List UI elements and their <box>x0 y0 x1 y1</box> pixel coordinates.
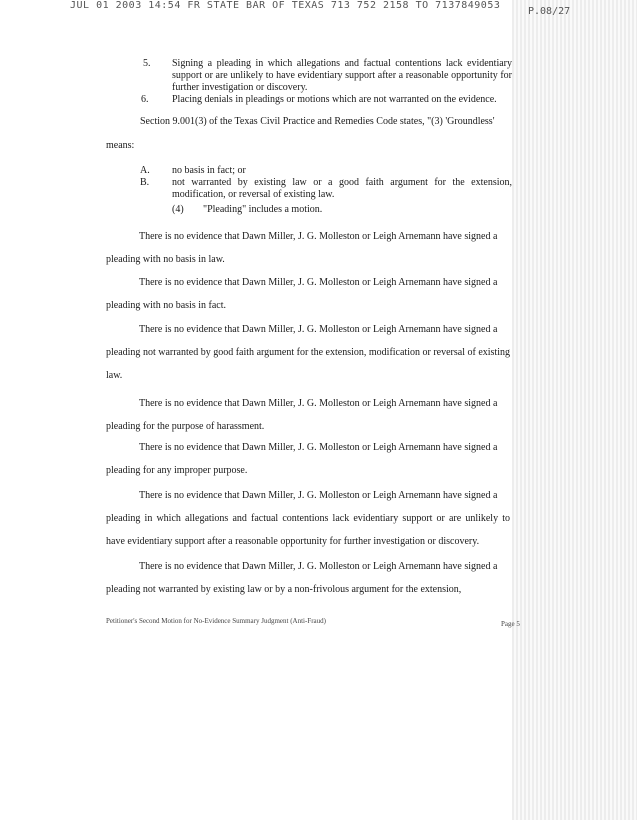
list-item-6: Placing denials in pleadings or motions which are not warranted on the evidence. <box>172 94 497 105</box>
paragraph-1-first-line: There is no evidence that Dawn Miller, J. G. Molleston or Leigh Arnemann have signed a <box>139 231 498 242</box>
paragraph-7-first-line: There is no evidence that Dawn Miller, J. G. Molleston or Leigh Arnemann have signed a <box>139 561 498 572</box>
paragraph-2-first-line: There is no evidence that Dawn Miller, J. G. Molleston or Leigh Arnemann have signed a <box>139 277 498 288</box>
paragraph-5 <box>106 436 510 482</box>
paragraph-5-text: pleading for any improper purpose. <box>106 465 248 476</box>
fax-header-line: JUL 01 2003 14:54 FR STATE BAR OF TEXAS 713 752 2158 TO 7137849053 <box>70 0 500 11</box>
section-intro: Section 9.001(3) of the Texas Civil Practice and Remedies Code states, "(3) 'Groundless' <box>140 116 495 127</box>
fax-page-number: P.08/27 <box>528 6 571 17</box>
paragraph-2-text: pleading with no basis in fact. <box>106 300 226 311</box>
list-number-6: 6. <box>141 94 149 105</box>
list-item-5: Signing a pleading in which allegations and factual contentions lack evidentiary support or are unlikely to have evidentiary support after a reasonable opportunity for further investigation or discovery. <box>172 58 512 93</box>
paragraph-6-text: pleading in which allegations and factual contentions lack evidentiary support or are unlikely to have evidentiary support after a reasonable opportunity for further investigation or discovery. <box>106 513 510 547</box>
paragraph-1 <box>106 225 510 271</box>
means-label: means: <box>106 140 135 151</box>
paragraph-4-first-line: There is no evidence that Dawn Miller, J. G. Molleston or Leigh Arnemann have signed a <box>139 398 498 409</box>
paragraph-2 <box>106 271 510 317</box>
definition-a: no basis in fact; or <box>172 165 246 176</box>
definition-letter-b: B. <box>140 177 150 188</box>
definition-letter-a: A. <box>140 165 150 176</box>
definition-b: not warranted by existing law or a good faith argument for the extension, modification, or reversal of existing law. <box>172 177 512 200</box>
paragraph-7-text: pleading not warranted by existing law or by a non-frivolous argument for the extension, <box>106 584 462 595</box>
list-number-5: 5. <box>143 58 151 69</box>
paragraph-6 <box>106 484 510 553</box>
paragraph-5-first-line: There is no evidence that Dawn Miller, J. G. Molleston or Leigh Arnemann have signed a <box>139 442 498 453</box>
paragraph-3-first-line: There is no evidence that Dawn Miller, J. G. Molleston or Leigh Arnemann have signed a <box>139 324 498 335</box>
paragraph-7 <box>106 555 510 601</box>
footer-document-title: Petitioner's Second Motion for No-Evidence Summary Judgment (Anti-Fraud) <box>106 617 326 625</box>
pleading-definition: "Pleading" includes a motion. <box>203 204 323 215</box>
paragraph-6-first-line: There is no evidence that Dawn Miller, J. G. Molleston or Leigh Arnemann have signed a <box>139 490 498 501</box>
pleading-definition-number: (4) <box>172 204 184 215</box>
paragraph-4 <box>106 392 510 438</box>
paragraph-1-text: pleading with no basis in law. <box>106 254 225 265</box>
footer-page-number: Page 5 <box>501 620 520 628</box>
paragraph-4-text: pleading for the purpose of harassment. <box>106 421 265 432</box>
paragraph-3-text: pleading not warranted by good faith argument for the extension, modification or reversal of existing law. <box>106 347 510 381</box>
paragraph-3 <box>106 318 510 387</box>
